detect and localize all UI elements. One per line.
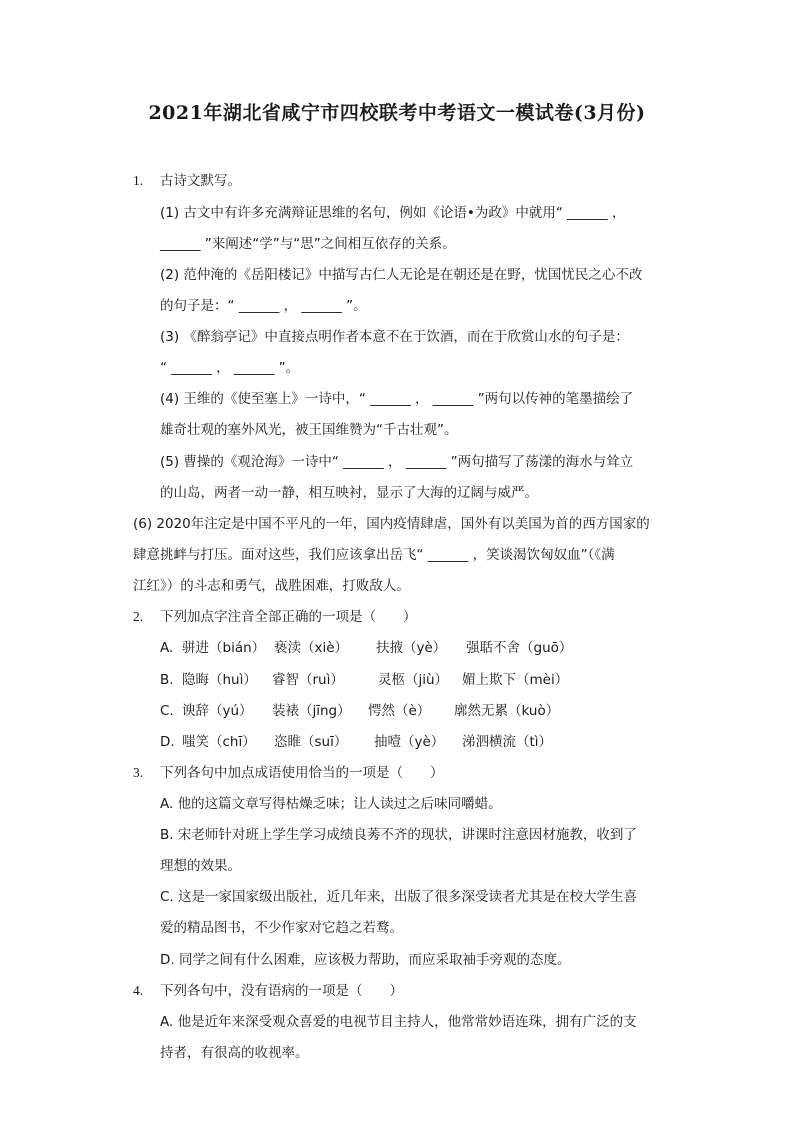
question-line: 雄奇壮观的塞外风光，被王国维赞为“千古壮观”。: [160, 422, 458, 438]
option-item: 强聒不舍（guō）: [466, 640, 573, 656]
option-label: A.: [160, 640, 174, 656]
page-title: 2021年湖北省咸宁市四校联考中考语文一模试卷(3月份): [148, 102, 646, 124]
question-line: (6) 2020年注定是中国不平凡的一年，国内疫情肆虐，国外有以美国为首的西方国家的: [133, 516, 650, 532]
question-stem: 古诗文默写。: [160, 173, 241, 189]
option-item: 涕泗横流（tì）: [462, 734, 553, 750]
question-line: 理想的效果。: [160, 858, 241, 874]
question-line: 的山岛，两者一动一静，相互映衬，显示了大海的辽阔与威严。: [160, 485, 538, 501]
option-item: 媚上欺下（mèi）: [462, 672, 569, 688]
option-item: 灵柩（jiù）: [378, 672, 449, 688]
option-item: 睿智（ruì）: [272, 672, 344, 688]
question-stem: 下列加点字注音全部正确的一项是（ ）: [160, 609, 417, 625]
question-line: (1) 古文中有许多充满辩证思维的名句，例如《论语•为政》中就用“ ______ ，: [160, 205, 626, 221]
option-item: 谀辞（yú）: [182, 703, 253, 719]
question-number: 1.: [133, 173, 144, 188]
option-item: 扶掖（yè）: [376, 640, 447, 656]
question-line: “ ______ ， ______ ”。: [160, 360, 300, 376]
question-line: 持者，有很高的收视率。: [160, 1045, 309, 1061]
question-line: (3) 《醉翁亭记》中直接点明作者本意不在于饮酒，而在于欣赏山水的句子是：: [160, 329, 629, 345]
question-line: (5) 曹操的《观沧海》一诗中“ ______ ， ______ ”两句描写了荡漾的海水与耸立: [160, 454, 634, 470]
option-label: B.: [160, 672, 174, 688]
option-label: D.: [160, 734, 175, 750]
question-line: A. 他是近年来深受观众喜爱的电视节目主持人，他常常妙语连珠，拥有广泛的支: [160, 1014, 637, 1030]
option-item: 恣睢（suī）: [274, 734, 348, 750]
question-stem: 下列各句中，没有语病的一项是（ ）: [160, 983, 403, 999]
question-number: 3.: [133, 765, 144, 780]
option-item: 骈进（bián）: [182, 640, 266, 656]
question-line: 肆意挑衅与打压。面对这些，我们应该拿出岳飞“ ______ ，笑谈渴饮匈奴血”（《满: [133, 547, 615, 563]
question-line: ______ ”来阐述“学”与“思”之间相互依存的关系。: [160, 236, 456, 252]
option-item: 愕然（è）: [368, 703, 431, 719]
option-item: 隐晦（huì）: [182, 672, 257, 688]
option-item: 廓然无累（kuò）: [454, 703, 560, 719]
question-line: D. 同学之间有什么困难，应该极力帮助，而应采取袖手旁观的态度。: [160, 952, 571, 968]
question-line: A. 他的这篇文章写得枯燥乏味；让人读过之后味同嚼蜡。: [160, 796, 502, 812]
option-label: C.: [160, 703, 174, 719]
option-item: 嗤笑（chī）: [182, 734, 256, 750]
option-item: 装裱（jīng）: [272, 703, 351, 719]
option-item: 抽噎（yè）: [374, 734, 445, 750]
question-number: 2.: [133, 609, 144, 624]
question-stem: 下列各句中加点成语使用恰当的一项是（ ）: [160, 765, 444, 781]
question-line: 的句子是：“ ______ ， ______ ”。: [160, 298, 367, 314]
question-line: 江红》）的斗志和勇气，战胜困难，打败敌人。: [133, 578, 410, 594]
question-line: 爱的精品图书，不少作家对它趋之若鹜。: [160, 920, 403, 936]
question-line: C. 这是一家国家级出版社，近几年来，出版了很多深受读者尤其是在校大学生喜: [160, 889, 638, 905]
option-item: 亵渎（xiè）: [274, 640, 349, 656]
question-line: B. 宋老师针对班上学生学习成绩良莠不齐的现状，讲课时注意因材施教，收到了: [160, 827, 637, 843]
question-number: 4.: [133, 983, 144, 998]
question-line: (2) 范仲淹的《岳阳楼记》中描写古仁人无论是在朝还是在野，忧国忧民之心不改: [160, 267, 643, 283]
question-line: (4) 王维的《使至塞上》一诗中，“ ______ ， ______ ”两句以传神的笔墨描绘了: [160, 391, 634, 407]
